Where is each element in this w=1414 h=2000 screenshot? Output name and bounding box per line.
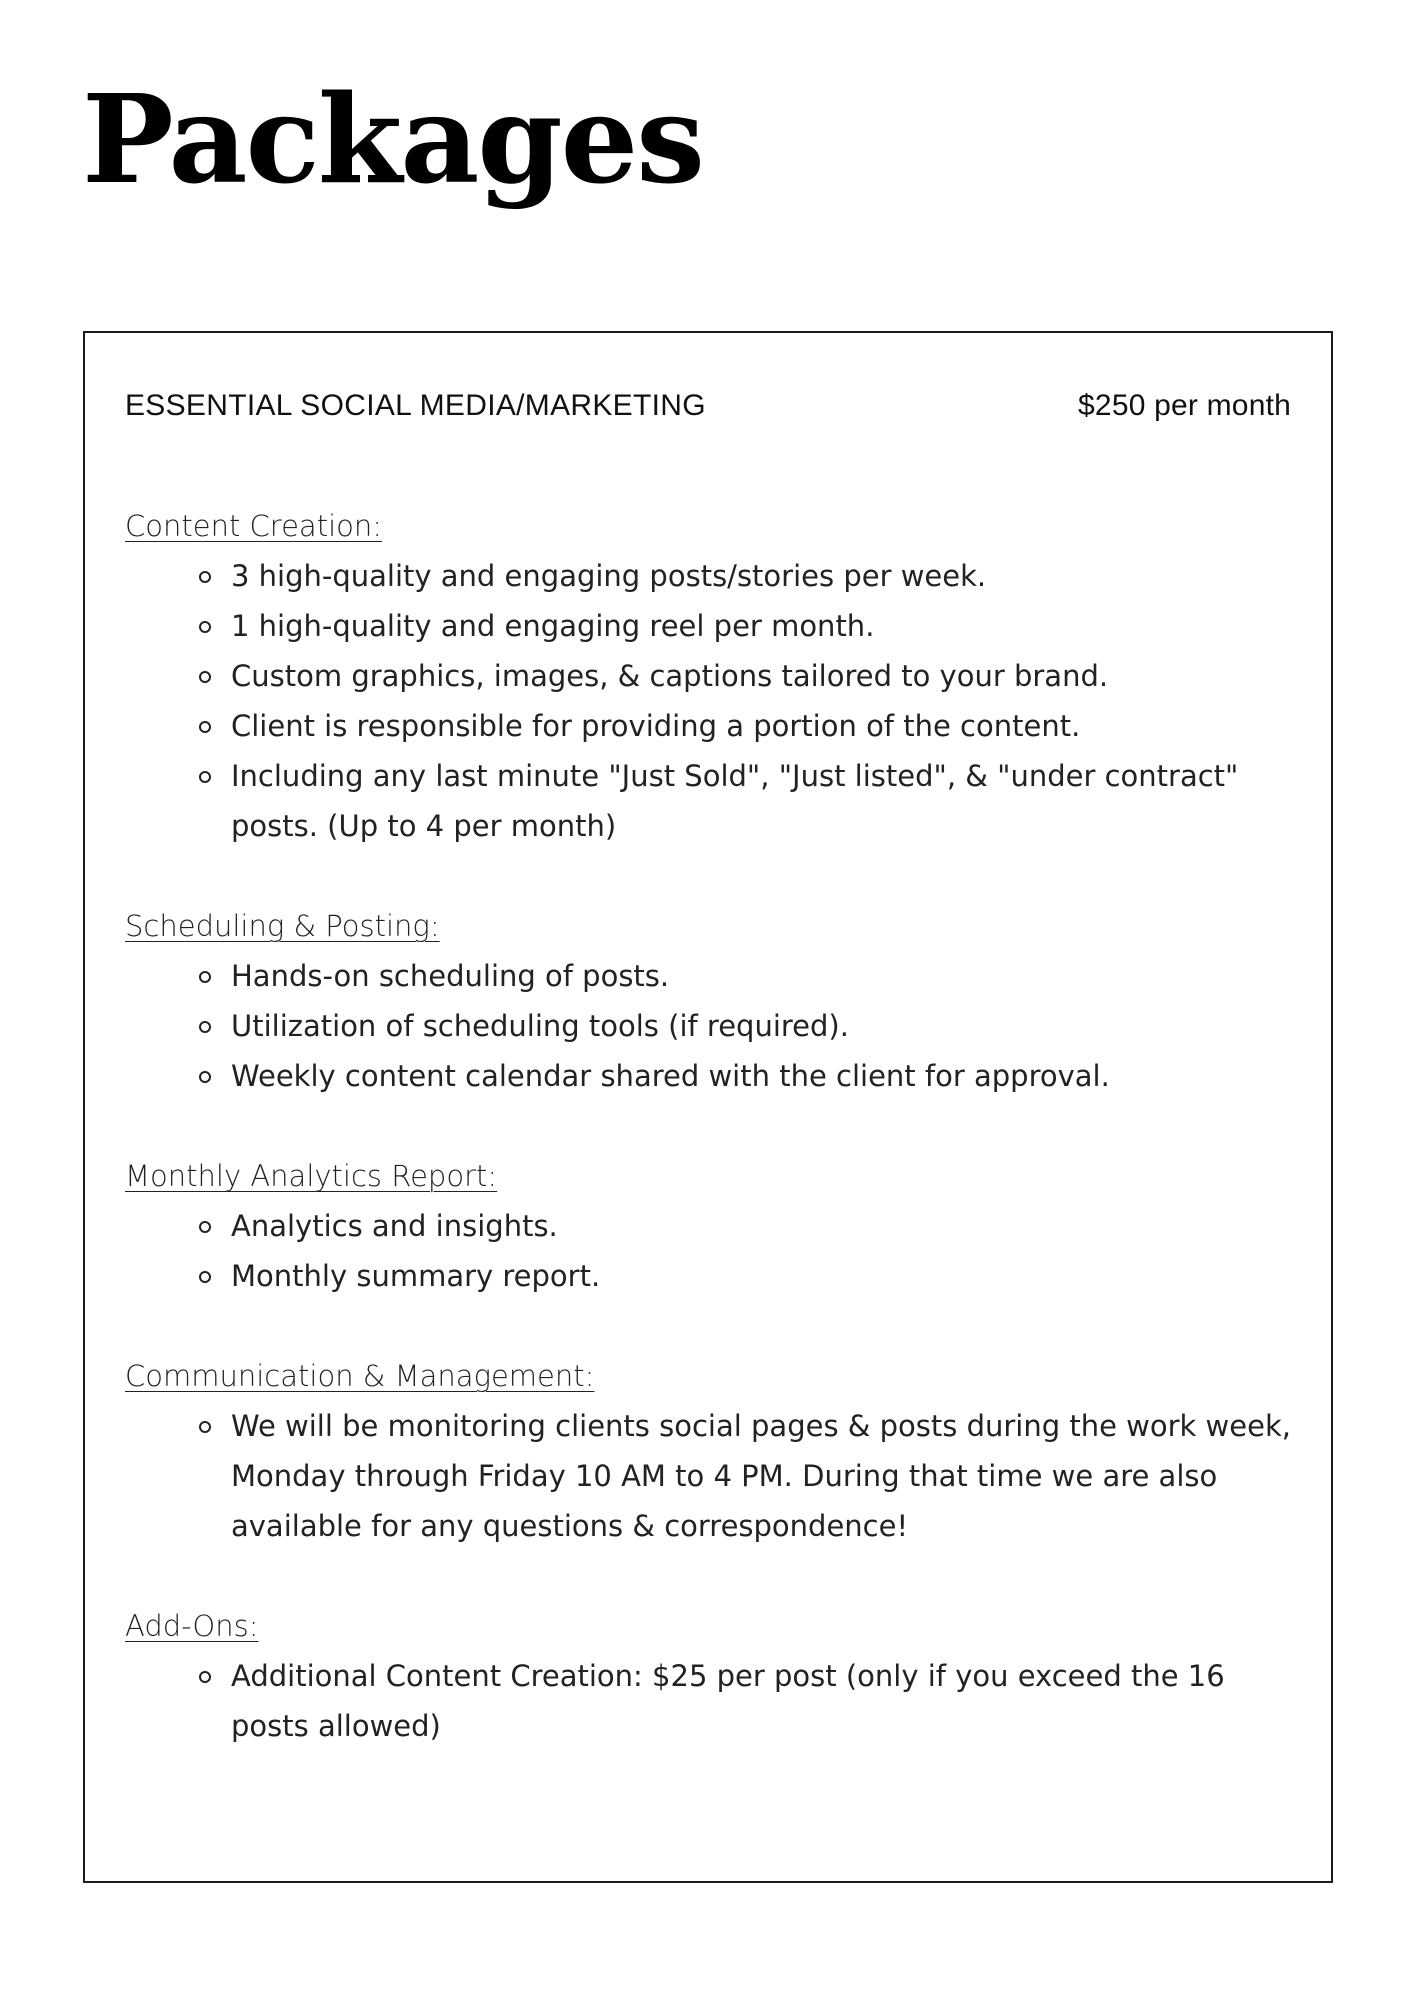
list-item-text: We will be monitoring clients social pages & posts during the work week, Monday through Friday 10 AM to 4 PM. During that time we are also available for any questions & correspondence! [231, 1409, 1291, 1543]
bullet-list [125, 951, 1295, 1101]
list-item [231, 551, 1295, 601]
list-item-text: 1 high-quality and engaging reel per month. [231, 609, 875, 643]
circle-bullet-icon [199, 571, 211, 583]
list-item-text: Utilization of scheduling tools (if required). [231, 1009, 849, 1043]
section-monthly-analytics-report [125, 1151, 1295, 1301]
bullet-list [125, 551, 1295, 851]
list-item [231, 1651, 1295, 1751]
circle-bullet-icon [199, 971, 211, 983]
package-header [125, 389, 1291, 423]
section-content-creation [125, 501, 1295, 851]
page-title: Packages [82, 67, 703, 211]
circle-bullet-icon [199, 771, 211, 783]
list-item-text: Including any last minute "Just Sold", "Just listed", & "under contract" posts. (Up to 4 per month) [231, 759, 1239, 843]
circle-bullet-icon [199, 1071, 211, 1083]
list-item-text: Hands-on scheduling of posts. [231, 959, 670, 993]
section-scheduling-posting [125, 901, 1295, 1101]
list-item-text: Additional Content Creation: $25 per post (only if you exceed the 16 posts allowed) [231, 1659, 1225, 1743]
list-item [231, 1001, 1295, 1051]
circle-bullet-icon [199, 1271, 211, 1283]
list-item-text: Custom graphics, images, & captions tailored to your brand. [231, 659, 1109, 693]
list-item [231, 651, 1295, 701]
list-item-text: Analytics and insights. [231, 1209, 558, 1243]
circle-bullet-icon [199, 1021, 211, 1033]
circle-bullet-icon [199, 621, 211, 633]
list-item [231, 1201, 1295, 1251]
circle-bullet-icon [199, 1421, 211, 1433]
list-item-text: 3 high-quality and engaging posts/stories per week. [231, 559, 987, 593]
list-item [231, 601, 1295, 651]
list-item [231, 951, 1295, 1001]
section-heading: Scheduling & Posting: [125, 909, 440, 943]
circle-bullet-icon [199, 721, 211, 733]
list-item-text: Monthly summary report. [231, 1259, 601, 1293]
bullet-list [125, 1201, 1295, 1301]
list-item [231, 751, 1295, 851]
circle-bullet-icon [199, 1221, 211, 1233]
section-add-ons [125, 1601, 1295, 1751]
section-heading: Add-Ons: [125, 1609, 259, 1643]
section-heading: Communication & Management: [125, 1359, 595, 1393]
package-card [83, 331, 1333, 1883]
list-item [231, 701, 1295, 751]
section-heading: Content Creation: [125, 509, 383, 543]
bullet-list [125, 1401, 1295, 1551]
package-price: $250 per month [1078, 389, 1291, 422]
bullet-list [125, 1651, 1295, 1751]
section-communication-management [125, 1351, 1295, 1551]
package-name: ESSENTIAL SOCIAL MEDIA/MARKETING [125, 389, 706, 422]
section-heading: Monthly Analytics Report: [125, 1159, 498, 1193]
circle-bullet-icon [199, 671, 211, 683]
circle-bullet-icon [199, 1671, 211, 1683]
package-sections [125, 501, 1295, 1801]
list-item [231, 1401, 1295, 1551]
list-item-text: Weekly content calendar shared with the client for approval. [231, 1059, 1110, 1093]
list-item-text: Client is responsible for providing a portion of the content. [231, 709, 1081, 743]
list-item [231, 1251, 1295, 1301]
list-item [231, 1051, 1295, 1101]
